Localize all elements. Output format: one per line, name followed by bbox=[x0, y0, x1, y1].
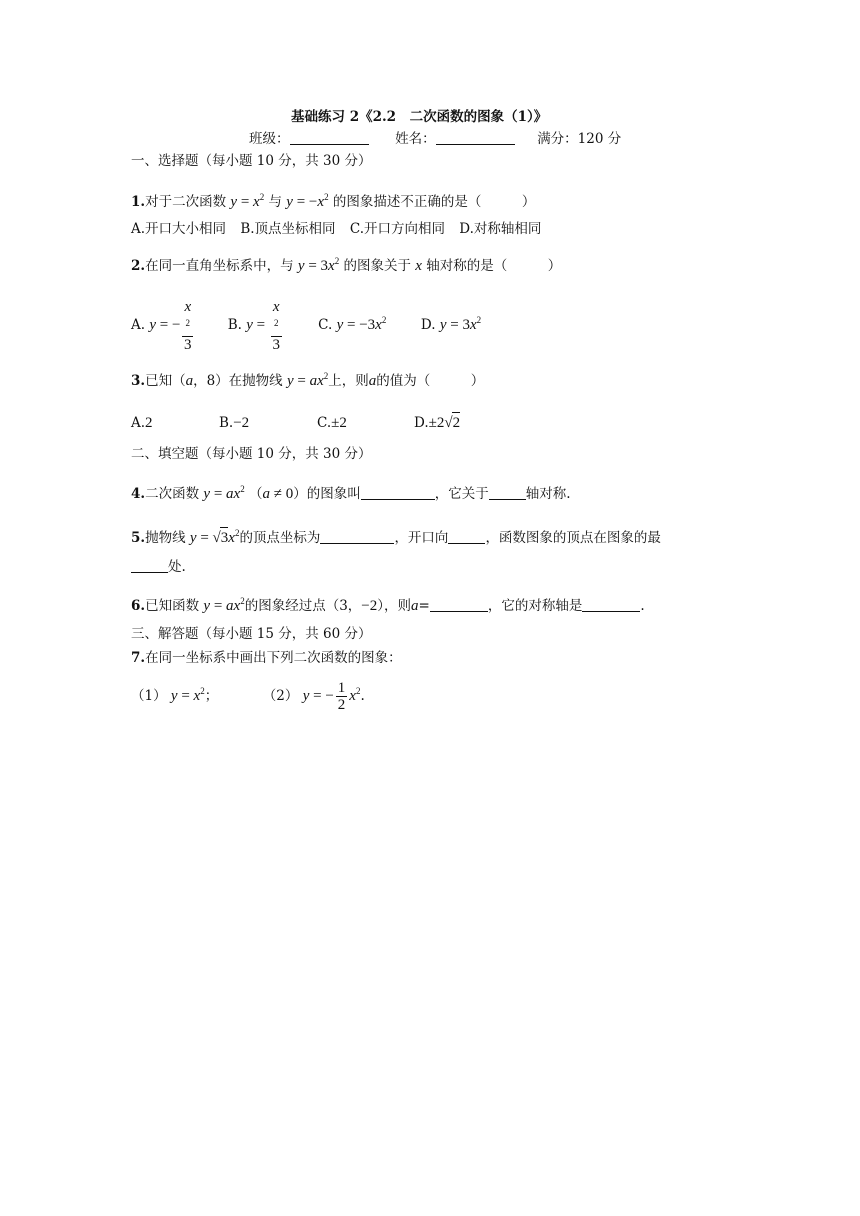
option-b: B.顶点坐标相同 bbox=[240, 221, 336, 237]
answer-blank bbox=[361, 485, 435, 500]
section-heading: 一、选择题（每小题 10 分，共 30 分） bbox=[131, 153, 372, 169]
question-7: 7.在同一坐标系中画出下列二次函数的图象： bbox=[131, 650, 402, 666]
option-c: C.±2 bbox=[317, 415, 347, 431]
answer-blank bbox=[582, 597, 640, 612]
answer-blank bbox=[320, 529, 394, 544]
option-a: A.2 bbox=[131, 415, 153, 431]
answer-blank bbox=[131, 558, 168, 573]
option-d: D. $y = 3x^2$ bbox=[420, 315, 482, 333]
option-b: B.−2 bbox=[219, 415, 250, 431]
info-line bbox=[249, 129, 621, 149]
section-heading: 三、解答题（每小题 15 分，共 60 分） bbox=[131, 626, 372, 642]
answer-blank bbox=[448, 529, 485, 544]
question-7-parts bbox=[131, 670, 365, 717]
name-blank bbox=[436, 130, 515, 145]
part-1: （1） $y = x^2$； bbox=[131, 686, 219, 704]
section-heading: 二、填空题（每小题 10 分，共 30 分） bbox=[131, 446, 372, 462]
option-d: D.±2√2 bbox=[414, 415, 460, 431]
question-2-options bbox=[131, 296, 481, 353]
question-5: 5.抛物线 $y = √3x^2$的顶点坐标为 ，开口向 ，函数图象的顶点在图象的最 bbox=[131, 528, 661, 546]
question-3: 3.已知（a，8）在抛物线 $y = ax^2$上，则a的值为（ ） bbox=[131, 371, 485, 389]
answer-blank bbox=[430, 597, 488, 612]
option-c: C.开口方向相同 bbox=[349, 221, 445, 237]
option-c: C. $y = -3x^2$ bbox=[318, 315, 387, 333]
name-label: 姓名： bbox=[395, 131, 436, 147]
answer-blank bbox=[489, 485, 526, 500]
formula: y bbox=[230, 194, 238, 210]
question-4: 4.二次函数 $y = ax^2$ （a ≠ 0）的图象叫 ，它关于 轴对称. bbox=[131, 484, 571, 502]
question-1: 1.对于二次函数 $y = x^2$ 与 $y = -x^2$ 的图象描述不正确的是（ ） bbox=[131, 192, 536, 210]
question-2: 2.在同一直角坐标系中，与 $y = 3x^2$ 的图象关于 x 轴对称的是（ ） bbox=[131, 256, 562, 274]
option-a: A.开口大小相同 bbox=[131, 221, 227, 237]
option-d: D.对称轴相同 bbox=[459, 221, 542, 237]
question-1-options bbox=[131, 219, 541, 239]
class-label: 班级： bbox=[249, 131, 290, 147]
option-b: B. y = x $^2$ 3 bbox=[227, 298, 280, 353]
page-title: 基础练习 2《2.2 二次函数的图象（1）》 bbox=[291, 109, 548, 125]
score-label: 满分：120 分 bbox=[537, 131, 622, 147]
option-a: A. y = − x $^2$ 3 bbox=[131, 298, 192, 353]
question-5-cont: 处. bbox=[131, 557, 186, 577]
question-6: 6.已知函数 $y = ax^2$的图象经过点（3，−2），则a= ，它的对称轴是 . bbox=[131, 596, 645, 614]
part-2: （2） y = − $\frac{1}{2}$ $x^2$. bbox=[262, 680, 365, 713]
class-blank bbox=[290, 130, 369, 145]
question-3-options bbox=[131, 412, 460, 433]
